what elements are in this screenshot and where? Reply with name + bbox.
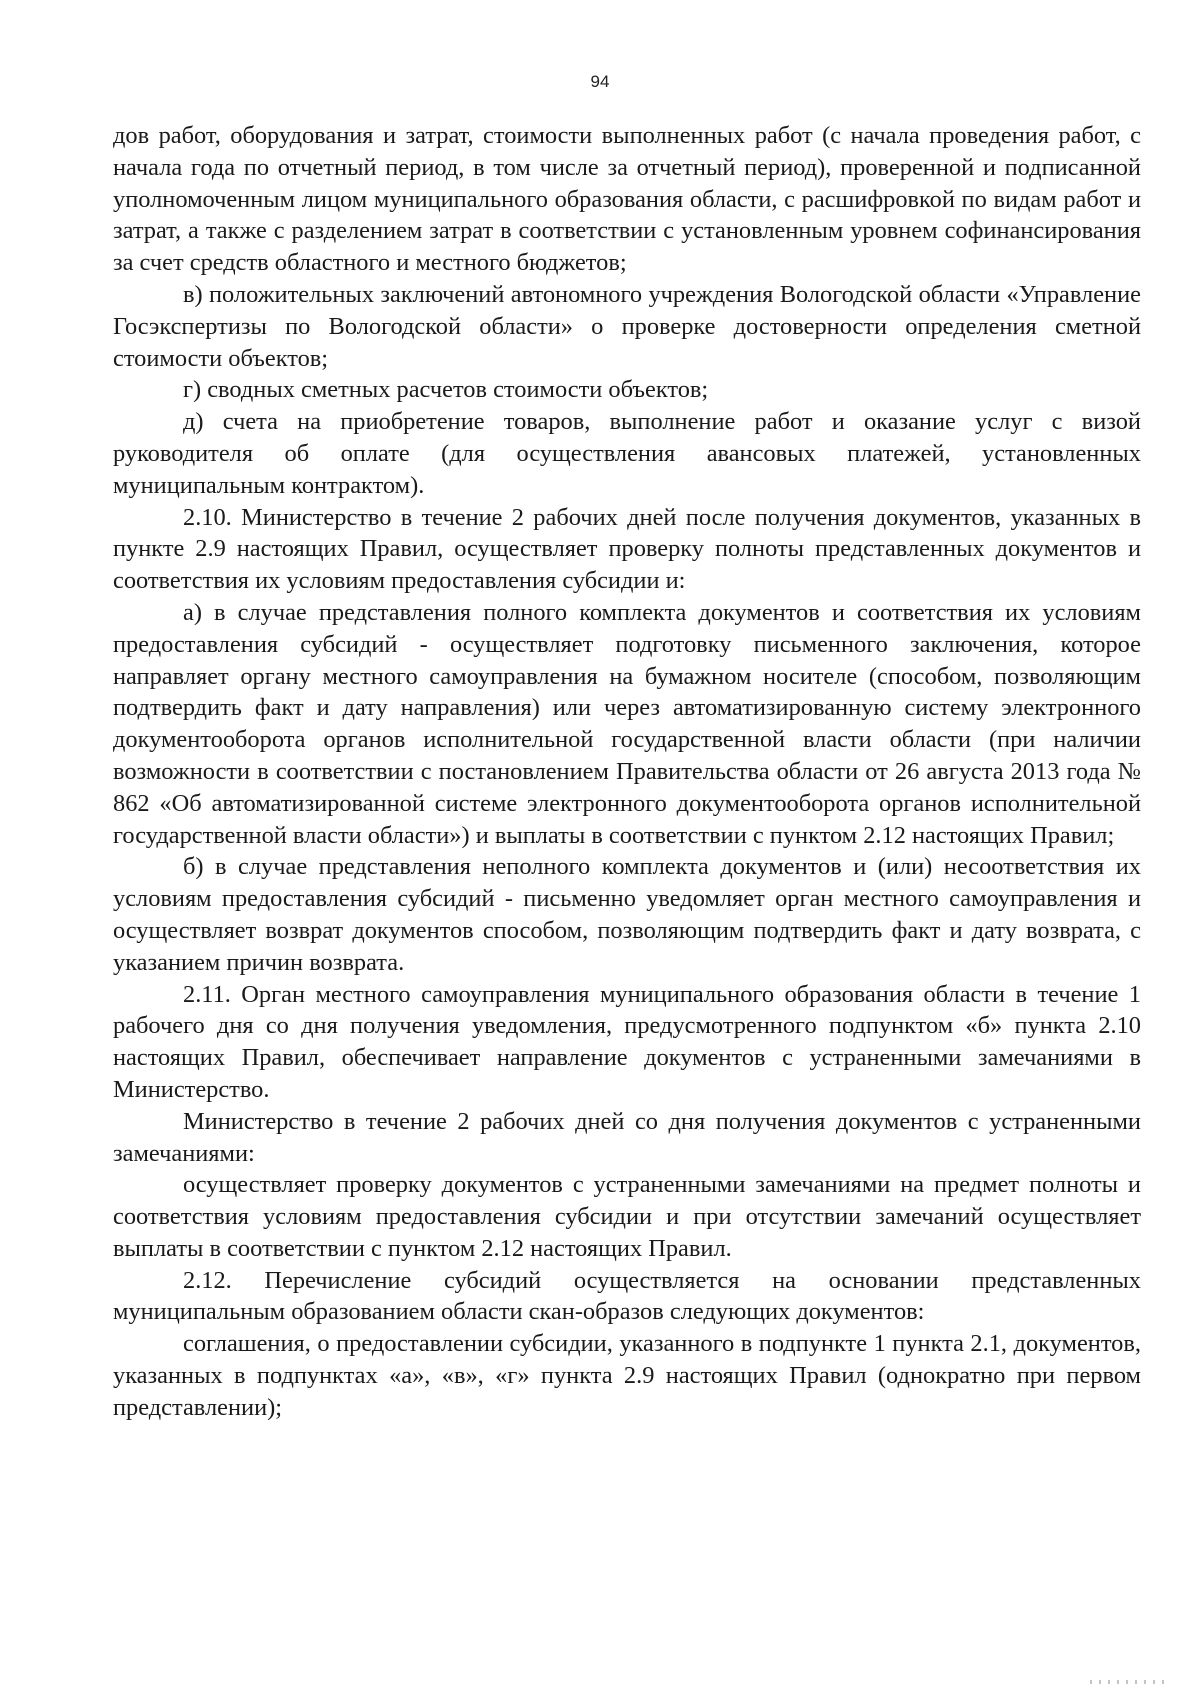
paragraph-clause-2-12-agreement: соглашения, о предоставлении субсидии, указанного в подпункте 1 пункта 2.1, документов, указанных в подпунктах «а», «в», «г» пункта 2.9 настоящих Правил (однократно при первом представлении); <box>113 1330 1141 1421</box>
paragraph-clause-2-10-a: а) в случае представления полного комплекта документов и соответствия их условиям предоставления субсидий - осуществляет подготовку письменного заключения, которое направляет органу местного самоуправления на бумажном носителе (способом, позволяющим подтвердить факт и дату направления) или через автоматизированную систему электронного документооборота органов исполнительной государственной власти области (при наличии возможности в соответствии с постановлением Правительства области от 26 августа 2013 года № 862 «Об автоматизированной системе электронного документооборота органов исполнительной государственной власти области») и выплаты в соответствии с пунктом 2.12 настоящих Правил; <box>113 598 1141 849</box>
paragraph-clause-2-11-check: осуществляет проверку документов с устраненными замечаниями на предмет полноты и соответствия условиям предоставления субсидии и при отсутствии замечаний осуществляет выплаты в соответствии с пунктом 2.12 настоящих Правил. <box>113 1171 1141 1262</box>
paragraph-clause-2-10: 2.10. Министерство в течение 2 рабочих дней после получения документов, указанных в пункте 2.9 настоящих Правил, осуществляет проверку полноты представленных документов и соответствия их условиям предоставления субсидии и: <box>113 503 1141 595</box>
paragraph-continuation: дов работ, оборудования и затрат, стоимости выполненных работ (с начала проведения работ, с начала года по отчетный период, в том числе за отчетный период), проверенной и подписанной уполномоченным лицом муниципального образования области, с расшифровкой по видам работ и затрат, а также с разделением затрат в соответствии с установленным уровнем софинансирования за счет средств областного и местного бюджетов; <box>113 122 1141 277</box>
page-number: 94 <box>590 72 610 91</box>
paragraph-clause-2-10-b: б) в случае представления неполного комплекта документов и (или) несоответствия их условиям предоставления субсидий - письменно уведомляет орган местного самоуправления и осуществляет возврат документов способом, позволяющим подтвердить факт и дату возврата, с указанием причин возврата. <box>113 853 1141 976</box>
document-body <box>113 120 1141 1424</box>
paragraph-clause-2-11: 2.11. Орган местного самоуправления муниципального образования области в течение 1 рабочего дня со дня получения уведомления, предусмотренного подпунктом «б» пункта 2.10 настоящих Правил, обеспечивает направление документов с устраненными замечаниями в Министерство. <box>113 980 1141 1103</box>
paragraph-item-v: в) положительных заключений автономного учреждения Вологодской области «Управление Госэкспертизы по Вологодской области» о проверке достоверности определения сметной стоимости объектов; <box>113 280 1141 372</box>
paragraph-clause-2-11-ministry: Министерство в течение 2 рабочих дней со дня получения документов с устраненными замечаниями: <box>113 1107 1141 1167</box>
paragraph-item-d: д) счета на приобретение товаров, выполнение работ и оказание услуг с визой руководителя об оплате (для осуществления авансовых платежей, установленных муниципальным контрактом). <box>113 408 1141 499</box>
paragraph-item-g: г) сводных сметных расчетов стоимости объектов; <box>183 376 709 404</box>
paragraph-clause-2-12: 2.12. Перечисление субсидий осуществляется на основании представленных муниципальным образованием области скан-образов следующих документов: <box>113 1266 1141 1326</box>
scan-artifact <box>1090 1680 1170 1684</box>
